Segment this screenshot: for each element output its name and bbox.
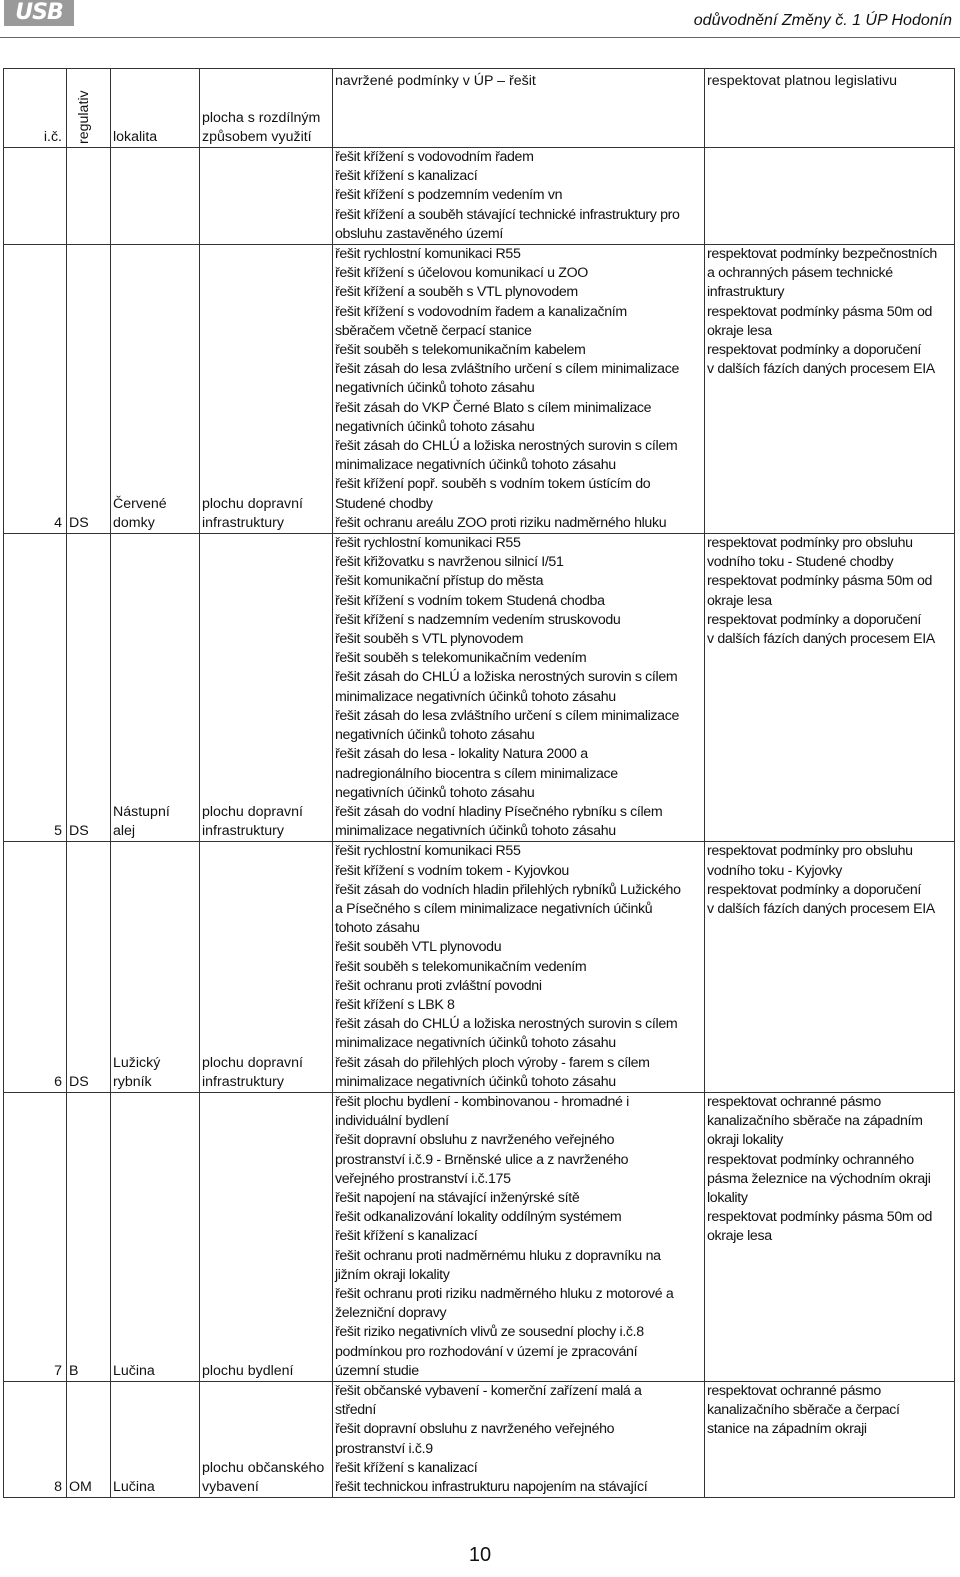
table-row (4, 1382, 955, 1498)
cell-line: železniční dopravy (335, 1305, 447, 1322)
cell-line: respektovat podmínky pro obsluhu (707, 535, 913, 552)
cell-line: respektovat podmínky pásma 50m od (707, 1209, 933, 1226)
cell-line: řešit zásah do lesa zvláštního určení s cílem minimalizace (335, 707, 679, 724)
cell-lokalita (111, 245, 200, 534)
cell-podminky (333, 1382, 705, 1498)
page-number: 10 (468, 1544, 492, 1566)
header-line: způsobem využití (202, 128, 312, 145)
cell-line: negativních účinků tohoto zásahu (335, 418, 535, 435)
cell-line: v dalších fázích daných procesem EIA (707, 361, 935, 378)
cell-line: řešit komunikační přístup do města (335, 573, 544, 590)
cell-line: řešit křížení s LBK 8 (335, 996, 455, 1013)
cell-line: respektovat ochranné pásmo (707, 1093, 881, 1110)
cell-line: plochu občanského (202, 1459, 325, 1476)
cell-line: kanalizačního sběrače a čerpací (707, 1402, 900, 1419)
cell-line: územní studie (335, 1362, 419, 1379)
cell-line: veřejného prostranství i.č.175 (335, 1170, 511, 1187)
cell-line: řešit křížení s nadzemním vedením struskovodu (335, 611, 621, 628)
cell-line: řešit křížení s kanalizací (335, 1459, 478, 1476)
cell-line: řešit souběh s telekomunikačním kabelem (335, 342, 586, 359)
cell-line: respektovat podmínky a doporučení (707, 881, 922, 898)
cell-line: v dalších fázích daných procesem EIA (707, 631, 935, 648)
cell-line: jižním okraji lokality (335, 1266, 450, 1283)
column-header-regulativ (67, 69, 111, 148)
cell-line: infrastruktury (202, 823, 284, 840)
cell-line: řešit rychlostní komunikaci R55 (335, 535, 521, 552)
cell-plocha (200, 245, 333, 534)
table-row (4, 1092, 955, 1381)
cell-line: minimalizace negativních účinků tohoto zásahu (335, 688, 616, 705)
cell-lokalita (111, 534, 200, 842)
cell-line: řešit technickou infrastrukturu napojením na stávající (335, 1479, 648, 1496)
cell-line: řešit křížení a souběh stávající technické infrastruktury pro (335, 206, 680, 223)
regulativ-label: regulativ (76, 90, 92, 144)
cell-line: rybník (113, 1073, 152, 1090)
cell-line: minimalizace negativních účinků tohoto zásahu (335, 1035, 616, 1052)
header-line: plocha s rozdílným (202, 109, 321, 126)
cell-line: Lučina (113, 1479, 155, 1496)
cell-line: pásma železnice na východním okraji (707, 1170, 931, 1187)
cell-legislativa (705, 842, 955, 1093)
cell-podminky (333, 842, 705, 1093)
cell-line: respektovat podmínky a doporučení (707, 342, 922, 359)
cell-line: řešit křížení popř. souběh s vodním tokem ústícím do (335, 476, 651, 493)
cell-line: řešit dopravní obsluhu z navrženého veřejného (335, 1421, 615, 1438)
cell-lokalita (111, 1092, 200, 1381)
cell-line: řešit zásah do CHLÚ a ložiska nerostných surovin s cílem (335, 669, 678, 686)
cell-ic: 8 (4, 1382, 67, 1498)
cell-line: řešit rychlostní komunikaci R55 (335, 246, 521, 263)
table-row (4, 534, 955, 842)
cell-line: respektovat podmínky pásma 50m od (707, 303, 933, 320)
usb-logo: USB (4, 0, 74, 26)
cell-line: respektovat podmínky bezpečnostních (707, 246, 937, 263)
cell-line: okraje lesa (707, 322, 772, 339)
cell-legislativa (705, 534, 955, 842)
cell-line: prostranství i.č.9 (335, 1440, 433, 1457)
cell-line: řešit zásah do vodní hladiny Písečného rybníku s cílem (335, 803, 663, 820)
cell-line: okraji lokality (707, 1132, 783, 1149)
cell-line: řešit rychlostní komunikaci R55 (335, 843, 521, 860)
cell-line: minimalizace negativních účinků tohoto zásahu (335, 457, 616, 474)
column-header-legislativa: respektovat platnou legislativu (705, 69, 955, 148)
cell-plocha (200, 1092, 333, 1381)
cell-regulativ (67, 148, 111, 245)
cell-line: obsluhu zastavěného území (335, 225, 503, 242)
column-header-podminky: navržené podmínky v ÚP – řešit (333, 69, 705, 148)
cell-line: infrastruktury (202, 514, 284, 531)
cell-line: řešit souběh s telekomunikačním vedením (335, 650, 587, 667)
cell-line: negativních účinků tohoto zásahu (335, 784, 535, 801)
cell-plocha (200, 842, 333, 1093)
regulation-table (3, 68, 955, 1498)
cell-line: řešit křižovatku s navrženou silnicí I/51 (335, 554, 564, 571)
cell-line: stanice na západním okraji (707, 1421, 867, 1438)
cell-line: minimalizace negativních účinků tohoto zásahu (335, 823, 616, 840)
column-header-plocha (200, 69, 333, 148)
cell-line: podmínkou pro rozhodování v území je zpracování (335, 1343, 638, 1360)
cell-line: individuální bydlení (335, 1113, 449, 1130)
cell-plocha (200, 1382, 333, 1498)
cell-line: nadregionálního biocentra s cílem minimalizace (335, 765, 618, 782)
column-header-lokalita: lokalita (111, 69, 200, 148)
cell-line: Nástupní (113, 803, 170, 820)
cell-line: lokality (707, 1189, 748, 1206)
cell-legislativa (705, 148, 955, 245)
cell-line: střední (335, 1402, 376, 1419)
cell-regulativ: OM (67, 1382, 111, 1498)
table-row (4, 148, 955, 245)
cell-legislativa (705, 245, 955, 534)
cell-lokalita (111, 1382, 200, 1498)
cell-line: řešit zásah do přilehlých ploch výroby - farem s cílem (335, 1054, 650, 1071)
cell-line: řešit souběh s VTL plynovodem (335, 631, 524, 648)
cell-ic: 4 (4, 245, 67, 534)
cell-line: Červené (113, 495, 167, 512)
cell-line: řešit riziko negativních vlivů ze sousední plochy i.č.8 (335, 1324, 644, 1341)
cell-line: řešit křížení s vodním tokem - Kyjovkou (335, 862, 569, 879)
cell-line: řešit souběh VTL plynovodu (335, 939, 502, 956)
cell-line: řešit ochranu proti zvláštní povodni (335, 977, 542, 994)
cell-line: infrastruktury (707, 284, 785, 301)
cell-line: řešit zásah do CHLÚ a ložiska nerostných surovin s cílem (335, 438, 678, 455)
cell-legislativa (705, 1382, 955, 1498)
cell-line: negativních účinků tohoto zásahu (335, 727, 535, 744)
cell-ic (4, 148, 67, 245)
cell-podminky (333, 148, 705, 245)
cell-line: Lučina (113, 1362, 155, 1379)
cell-podminky (333, 1092, 705, 1381)
cell-line: vybavení (202, 1479, 259, 1496)
cell-line: řešit křížení s kanalizací (335, 1228, 478, 1245)
cell-line: domky (113, 514, 155, 531)
cell-line: řešit ochranu areálu ZOO proti riziku nadměrného hluku (335, 514, 667, 531)
cell-line: řešit ochranu proti nadměrnému hluku z dopravníku na (335, 1247, 661, 1264)
cell-line: řešit odkanalizování lokality oddílným systémem (335, 1209, 622, 1226)
cell-regulativ: DS (67, 842, 111, 1093)
cell-lokalita (111, 148, 200, 245)
cell-line: řešit křížení s účelovou komunikací u ZOO (335, 265, 588, 282)
cell-regulativ: DS (67, 245, 111, 534)
cell-line: řešit zásah do VKP Černé Blato s cílem minimalizace (335, 399, 652, 416)
cell-plocha (200, 534, 333, 842)
cell-line: kanalizačního sběrače na západním (707, 1113, 923, 1130)
table-header-row (4, 69, 955, 148)
cell-podminky (333, 245, 705, 534)
cell-line: řešit křížení s kanalizací (335, 168, 478, 185)
cell-line: vodního toku - Studené chodby (707, 554, 894, 571)
cell-line: řešit křížení s vodovodním řadem a kanalizačním (335, 303, 627, 320)
document-title: odůvodnění Změny č. 1 ÚP Hodonín (693, 12, 952, 29)
cell-ic: 7 (4, 1092, 67, 1381)
cell-line: minimalizace negativních účinků tohoto zásahu (335, 1073, 616, 1090)
cell-line: plochu bydlení (202, 1362, 294, 1379)
cell-ic: 5 (4, 534, 67, 842)
table-body (4, 148, 955, 1498)
cell-line: a Písečného s cílem minimalizace negativních účinků (335, 900, 653, 917)
cell-plocha (200, 148, 333, 245)
cell-line: tohoto zásahu (335, 920, 420, 937)
cell-line: řešit křížení s podzemním vedením vn (335, 187, 563, 204)
cell-line: sběračem včetně čerpací stanice (335, 322, 532, 339)
cell-line: řešit zásah do lesa - lokality Natura 2000 a (335, 746, 588, 763)
cell-line: řešit napojení na stávající inženýrské sítě (335, 1189, 580, 1206)
cell-legislativa (705, 1092, 955, 1381)
cell-line: infrastruktury (202, 1073, 284, 1090)
cell-line: Studené chodby (335, 495, 433, 512)
cell-line: vodního toku - Kyjovky (707, 862, 843, 879)
cell-line: plochu dopravní (202, 1054, 303, 1071)
cell-line: a ochranných pásem technické (707, 265, 893, 282)
cell-line: plochu dopravní (202, 495, 303, 512)
cell-line: okraje lesa (707, 1228, 772, 1245)
cell-regulativ: DS (67, 534, 111, 842)
cell-line: prostranství i.č.9 - Brněnské ulice a z navrženého (335, 1151, 629, 1168)
cell-line: Lužický (113, 1054, 161, 1071)
cell-lokalita (111, 842, 200, 1093)
cell-regulativ: B (67, 1092, 111, 1381)
cell-line: řešit občanské vybavení - komerční zařízení malá a (335, 1383, 642, 1399)
column-header-ic: i.č. (4, 69, 67, 148)
cell-ic: 6 (4, 842, 67, 1093)
cell-line: respektovat podmínky ochranného (707, 1151, 914, 1168)
table-row (4, 842, 955, 1093)
cell-podminky (333, 534, 705, 842)
cell-line: respektovat podmínky pro obsluhu (707, 843, 913, 860)
cell-line: řešit zásah do lesa zvláštního určení s cílem minimalizace (335, 361, 679, 378)
cell-line: okraje lesa (707, 592, 772, 609)
cell-line: řešit plochu bydlení - kombinovanou - hromadné i (335, 1093, 629, 1110)
cell-line: řešit dopravní obsluhu z navrženého veřejného (335, 1132, 615, 1149)
cell-line: řešit souběh s telekomunikačním vedením (335, 958, 587, 975)
cell-line: negativních účinků tohoto zásahu (335, 380, 535, 397)
cell-line: alej (113, 823, 136, 840)
cell-line: respektovat podmínky a doporučení (707, 611, 922, 628)
cell-line: respektovat ochranné pásmo (707, 1383, 881, 1399)
cell-line: řešit ochranu proti riziku nadměrného hluku z motorové a (335, 1285, 674, 1302)
table-row (4, 245, 955, 534)
cell-line: řešit křížení a souběh s VTL plynovodem (335, 284, 578, 301)
header-divider (0, 37, 960, 38)
cell-line: plochu dopravní (202, 803, 303, 820)
cell-line: řešit zásah do CHLÚ a ložiska nerostných surovin s cílem (335, 1016, 678, 1033)
cell-line: řešit křížení s vodovodním řadem (335, 149, 534, 165)
cell-line: v dalších fázích daných procesem EIA (707, 900, 935, 917)
cell-line: respektovat podmínky pásma 50m od (707, 573, 933, 590)
cell-line: řešit zásah do vodních hladin přilehlých rybníků Lužického (335, 881, 681, 898)
cell-line: řešit křížení s vodním tokem Studená chodba (335, 592, 605, 609)
